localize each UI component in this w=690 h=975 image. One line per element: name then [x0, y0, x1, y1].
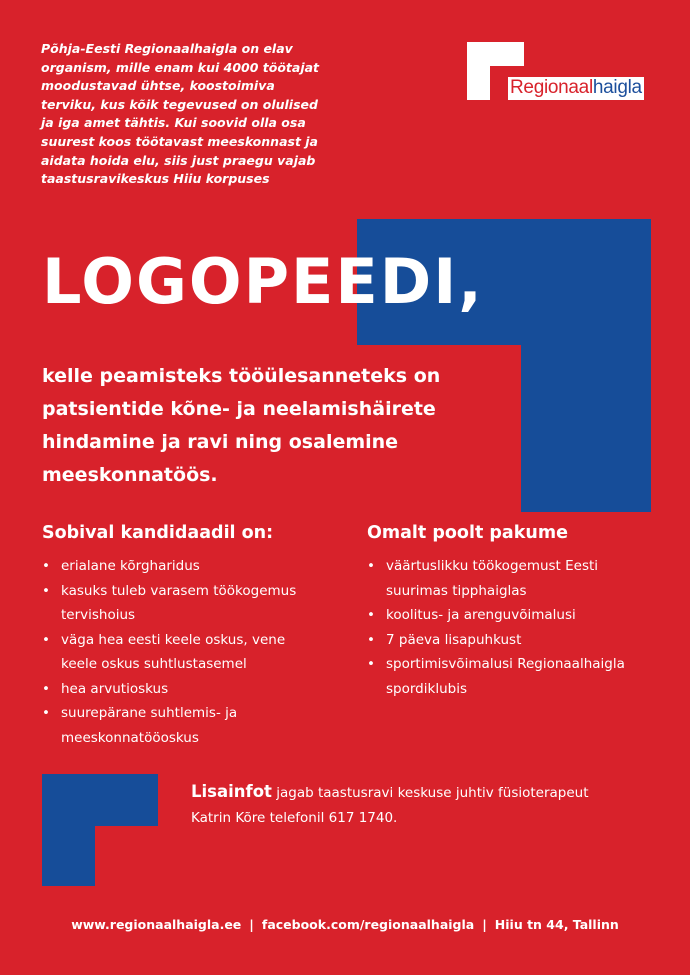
info-line-1: jagab taastusravi keskuse juhtiv füsioterapeut	[271, 785, 589, 801]
offers-section	[367, 520, 657, 701]
intro-line: ja iga amet tähtis. Kui soovid olla osa	[41, 115, 306, 131]
offers-list	[367, 554, 657, 701]
regionaalhaigla-logo	[467, 42, 657, 104]
footer-separator: |	[249, 917, 254, 932]
info-lead: Lisainfot	[191, 782, 272, 801]
list-item: • koolitus- ja arenguvõimalusi	[367, 603, 657, 628]
intro-line: moodustavad ühtse, koostoimiva	[41, 78, 275, 94]
requirements-heading: Sobival kandidaadil on:	[42, 523, 274, 543]
intro-line: terviku, kus kõik tegevused on olulised	[41, 96, 318, 112]
info-line-2: Katrin Kõre telefonil 617 1740.	[191, 810, 398, 826]
address-text: Hiiu tn 44, Tallinn	[494, 917, 619, 932]
requirements-section	[42, 520, 342, 750]
footer	[0, 917, 690, 932]
list-item: • suurepärane suhtlemis- ja meeskonnatööoskus	[42, 701, 342, 750]
footer-separator: |	[482, 917, 487, 932]
description-line: meeskonnatöös.	[42, 464, 218, 486]
description-line: kelle peamisteks tööülesanneteks on	[42, 365, 441, 387]
job-description	[42, 360, 462, 492]
intro-text	[41, 40, 341, 189]
list-item: • väga hea eesti keele oskus, vene keele oskus suhtlustasemel	[42, 628, 342, 677]
requirements-list	[42, 554, 342, 750]
contact-info	[191, 779, 621, 831]
intro-line: taastusravikeskus Hiiu korpuses	[41, 171, 270, 187]
list-item: • 7 päeva lisapuhkust	[367, 628, 657, 653]
website-link[interactable]: www.regionaalhaigla.ee	[71, 917, 242, 932]
intro-line: organism, mille enam kui 4000 töötajat	[41, 59, 320, 75]
list-item: • väärtuslikku töökogemust Eesti suurimas tipphaiglas	[367, 554, 657, 603]
description-line: hindamine ja ravi ning osalemine	[42, 431, 399, 453]
decorative-red-corner-cutout	[95, 826, 158, 886]
logo-wordmark: Regionaalhaigla	[510, 77, 642, 98]
list-item: • hea arvutioskus	[42, 677, 342, 702]
intro-line: suurest koos töötavast meeskonnast ja	[41, 133, 318, 149]
list-item: • kasuks tuleb varasem töökogemus tervishoius	[42, 579, 342, 628]
facebook-link[interactable]: facebook.com/regionaalhaigla	[261, 917, 475, 932]
list-item: • erialane kõrgharidus	[42, 554, 342, 579]
offers-heading: Omalt poolt pakume	[367, 523, 568, 543]
description-line: patsientide kõne- ja neelamishäirete	[42, 398, 436, 420]
intro-line: aidata hoida elu, siis just praegu vajab	[41, 152, 316, 168]
list-item: • sportimisvõimalusi Regionaalhaigla spordiklubis	[367, 652, 657, 701]
intro-line: Põhja-Eesti Regionaalhaigla on elav	[41, 41, 293, 56]
job-title: LOGOPEEDI,	[42, 245, 484, 318]
